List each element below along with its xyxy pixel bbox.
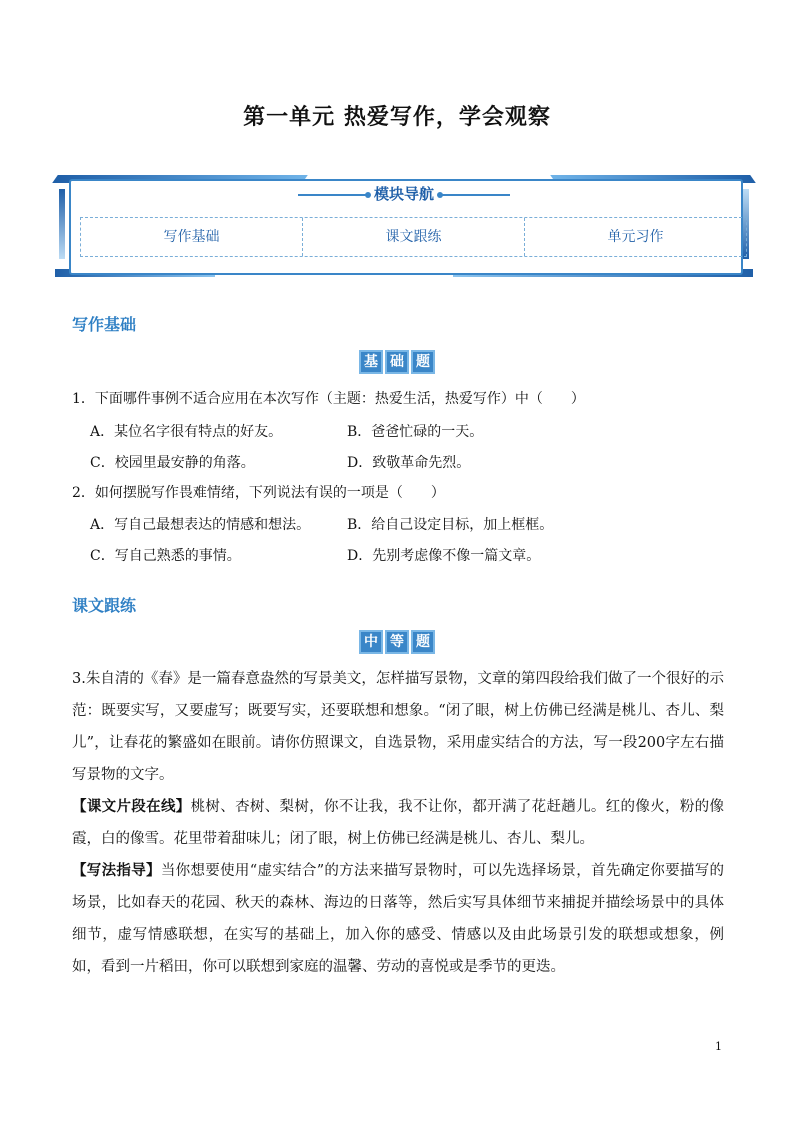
question-1-option-d: D．致敬革命先烈。	[347, 455, 471, 471]
heading-line-left	[298, 194, 368, 196]
navigation-tabs	[80, 217, 747, 257]
page-number: 1	[715, 1040, 722, 1053]
question-2-option-b: B．给自己设定目标，加上框框。	[347, 517, 554, 533]
navigation-heading-label: 模块导航	[373, 185, 434, 203]
question-3: 3.朱自清的《春》是一篇春意盎然的写景美文，怎样描写景物，文章的第四段给我们做了一个很好的示范：既要实写，又要虚写；既要写实，还要联想和想象。“闭了眼，树上仿佛已经满是桃儿、杏儿、梨儿”，让春花的繁盛如在眼前。请你仿照课文，自选景物，采用虚实结合的方法，写一段200字左右描写景物的文字。	[72, 671, 724, 783]
text-excerpt	[72, 791, 724, 855]
question-1: 1．下面哪件事例不适合应用在本次写作（主题：热爱生活，热爱写作）中（ ）	[72, 391, 585, 407]
badge-char: 基	[359, 350, 383, 374]
difficulty-badge-basic	[0, 350, 794, 374]
navigation-heading	[55, 183, 753, 204]
question-1-option-c: C．校园里最安静的角落。	[90, 455, 255, 471]
guide-text: 当你想要使用“虚实结合”的方法来描写景物时，可以先选择场景，首先确定你要描写的场景，比如春天的花园、秋天的森林、海边的日落等，然后实写具体细节来捕捉并描绘场景中的具体细节，虚写情感联想，在实写的基础上，加入你的感受、情感以及由此场景引发的联想或想象，例如，看到一片稻田，你可以联想到家庭的温馨、劳动的喜悦或是季节的更迭。	[72, 863, 725, 975]
excerpt-tag: 【课文片段在线】	[72, 798, 191, 815]
heading-line-right	[440, 194, 510, 196]
guide-tag: 【写法指导】	[72, 862, 161, 879]
question-2: 2．如何摆脱写作畏难情绪，下列说法有误的一项是（ ）	[72, 485, 445, 501]
badge-char: 中	[359, 630, 383, 654]
excerpt-text: 桃树、杏树、梨树，你不让我，我不让你，都开满了花赶趟儿。红的像火，粉的像霞，白的像雪。花里带着甜味儿；闭了眼，树上仿佛已经满是桃儿、杏儿、梨儿。	[72, 799, 725, 847]
section-heading-writing-basics: 写作基础	[72, 315, 137, 334]
question-2-option-d: D．先别考虑像不像一篇文章。	[347, 548, 541, 564]
difficulty-badge-medium	[0, 630, 794, 654]
badge-char: 础	[385, 350, 409, 374]
question-2-option-a: A．写自己最想表达的情感和想法。	[90, 517, 311, 533]
badge-char: 等	[385, 630, 409, 654]
question-3-body	[72, 663, 724, 983]
badge-char: 题	[411, 630, 435, 654]
badge-char: 题	[411, 350, 435, 374]
tab-writing-basics[interactable]: 写作基础	[81, 218, 303, 256]
page-title: 第一单元 热爱写作，学会观察	[243, 105, 551, 130]
module-navigation	[55, 175, 753, 283]
tab-text-practice[interactable]: 课文跟练	[303, 218, 525, 256]
writing-guide	[72, 855, 724, 983]
question-1-option-b: B．爸爸忙碌的一天。	[347, 424, 484, 440]
question-1-option-a: A．某位名字很有特点的好友。	[90, 424, 283, 440]
tab-unit-composition[interactable]: 单元习作	[607, 229, 664, 245]
question-2-option-c: C．写自己熟悉的事情。	[90, 548, 241, 564]
section-heading-text-practice: 课文跟练	[72, 596, 137, 615]
